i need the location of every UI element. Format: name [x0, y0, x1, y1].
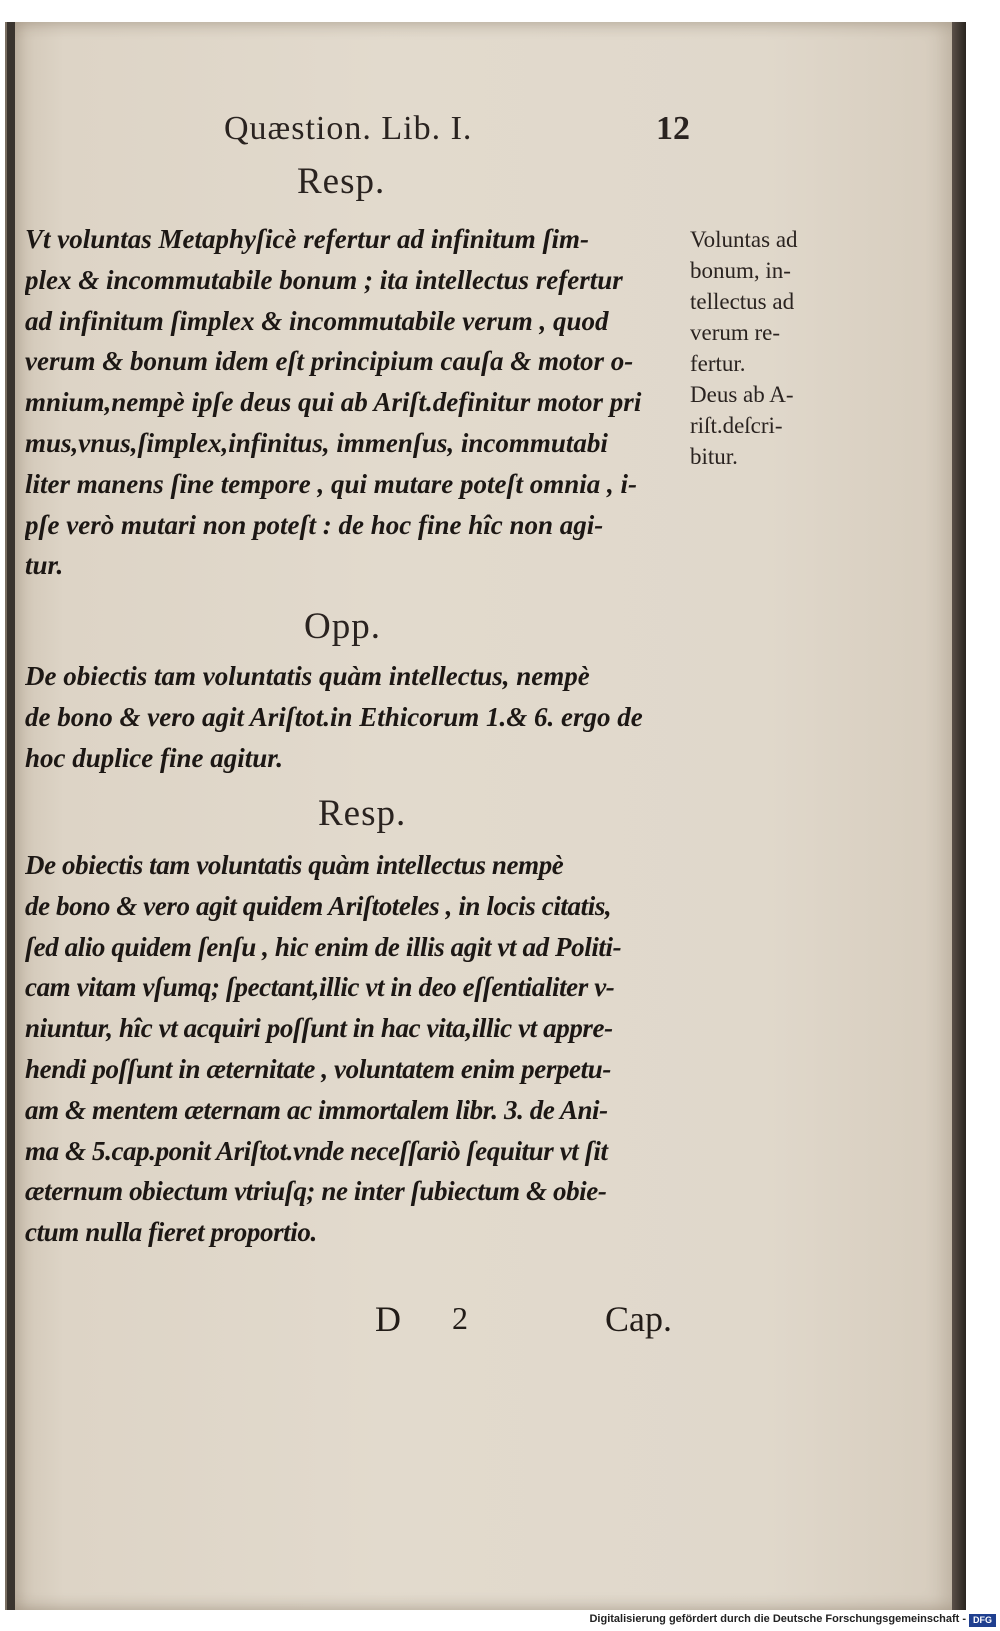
marginal-line: fertur. — [690, 351, 746, 376]
text-line: niuntur, hîc vt acquiri poſſunt in hac vita,illic vt appre- — [25, 1013, 613, 1044]
marginal-line: bonum, in- — [690, 258, 791, 283]
text-line: cam vitam vſumq; ſpectant,illic vt in deo eſſentialiter v- — [25, 972, 615, 1003]
section-heading-opp: Opp. — [304, 606, 381, 647]
footer-credit-text: Digitalisierung gefördert durch die Deutsche Forschungsgemeinschaft - — [589, 1613, 966, 1625]
paragraph-resp-2 — [25, 845, 685, 1253]
paragraph-resp-1 — [25, 219, 685, 586]
text-line: De obiectis tam voluntatis quàm intellectus, nempè — [25, 661, 590, 691]
text-line: hendi poſſunt in æternitate , voluntatem enim perpetu- — [25, 1053, 611, 1084]
paragraph-opp — [25, 656, 685, 778]
text-line: ctum nulla fieret proportio. — [25, 1217, 317, 1248]
text-line: Vt voluntas Metaphyſicè refertur ad infinitum ſim- — [25, 224, 590, 254]
text-line: hoc duplice fine agitur. — [25, 742, 284, 773]
text-line: ſed alio quidem ſenſu , hic enim de illis agit vt ad Politi- — [25, 931, 622, 962]
page-outer-edge — [952, 22, 966, 1610]
text-line: mnium,nempè ipſe deus qui ab Ariſt.definitur motor pri — [25, 387, 642, 418]
text-line: De obiectis tam voluntatis quàm intellectus nempè — [25, 850, 564, 880]
signature-mark: D — [375, 1299, 401, 1339]
text-line: de bono & vero agit quidem Ariſtoteles , in locis citatis, — [25, 890, 612, 921]
marginal-line: bitur. — [690, 444, 738, 469]
digitization-footer — [0, 1611, 1000, 1631]
text-line: liter manens ſine tempore , qui mutare poteſt omnia , i- — [25, 468, 638, 499]
text-line: æternum obiectum vtriuſq; ne inter ſubiectum & obie- — [25, 1176, 607, 1207]
marginal-line: verum re- — [690, 320, 781, 345]
marginal-note — [690, 224, 840, 472]
page-number: 12 — [656, 110, 690, 147]
running-head-title: Quæstion. Lib. I. — [224, 110, 473, 147]
catchline — [375, 1298, 695, 1348]
text-line: plex & incommutabile bonum ; ita intellectus refertur — [25, 264, 623, 295]
text-line: de bono & vero agit Ariſtot.in Ethicorum 1.& 6. ergo de — [25, 701, 643, 732]
text-line: mus,vnus,ſimplex,infinitus, immenſus, incommutabi — [25, 427, 608, 458]
page-binding-edge — [7, 22, 15, 1610]
text-line: am & mentem æternam ac immortalem libr. 3. de Ani- — [25, 1094, 608, 1125]
text-line: tur. — [25, 550, 64, 581]
marginal-line: tellectus ad — [690, 289, 795, 314]
section-heading-resp-1: Resp. — [297, 161, 386, 202]
signature-number: 2 — [452, 1300, 468, 1336]
catchword: Cap. — [605, 1299, 672, 1339]
marginal-line: Deus ab A- — [690, 382, 794, 407]
text-line: verum & bonum idem eſt principium cauſa & motor o- — [25, 346, 634, 377]
marginal-line: Voluntas ad — [690, 227, 798, 252]
text-line: pſe verò mutari non poteſt : de hoc fine hîc non agi- — [25, 509, 604, 540]
running-head — [220, 108, 690, 158]
dfg-logo: DFG — [969, 1614, 996, 1627]
text-line: ma & 5.cap.ponit Ariſtot.vnde neceſſariò ſequitur vt ſit — [25, 1135, 608, 1166]
text-line: ad infinitum ſimplex & incommutabile verum , quod — [25, 305, 609, 336]
marginal-line: riſt.deſcri- — [690, 413, 783, 438]
section-heading-resp-2: Resp. — [318, 793, 407, 834]
